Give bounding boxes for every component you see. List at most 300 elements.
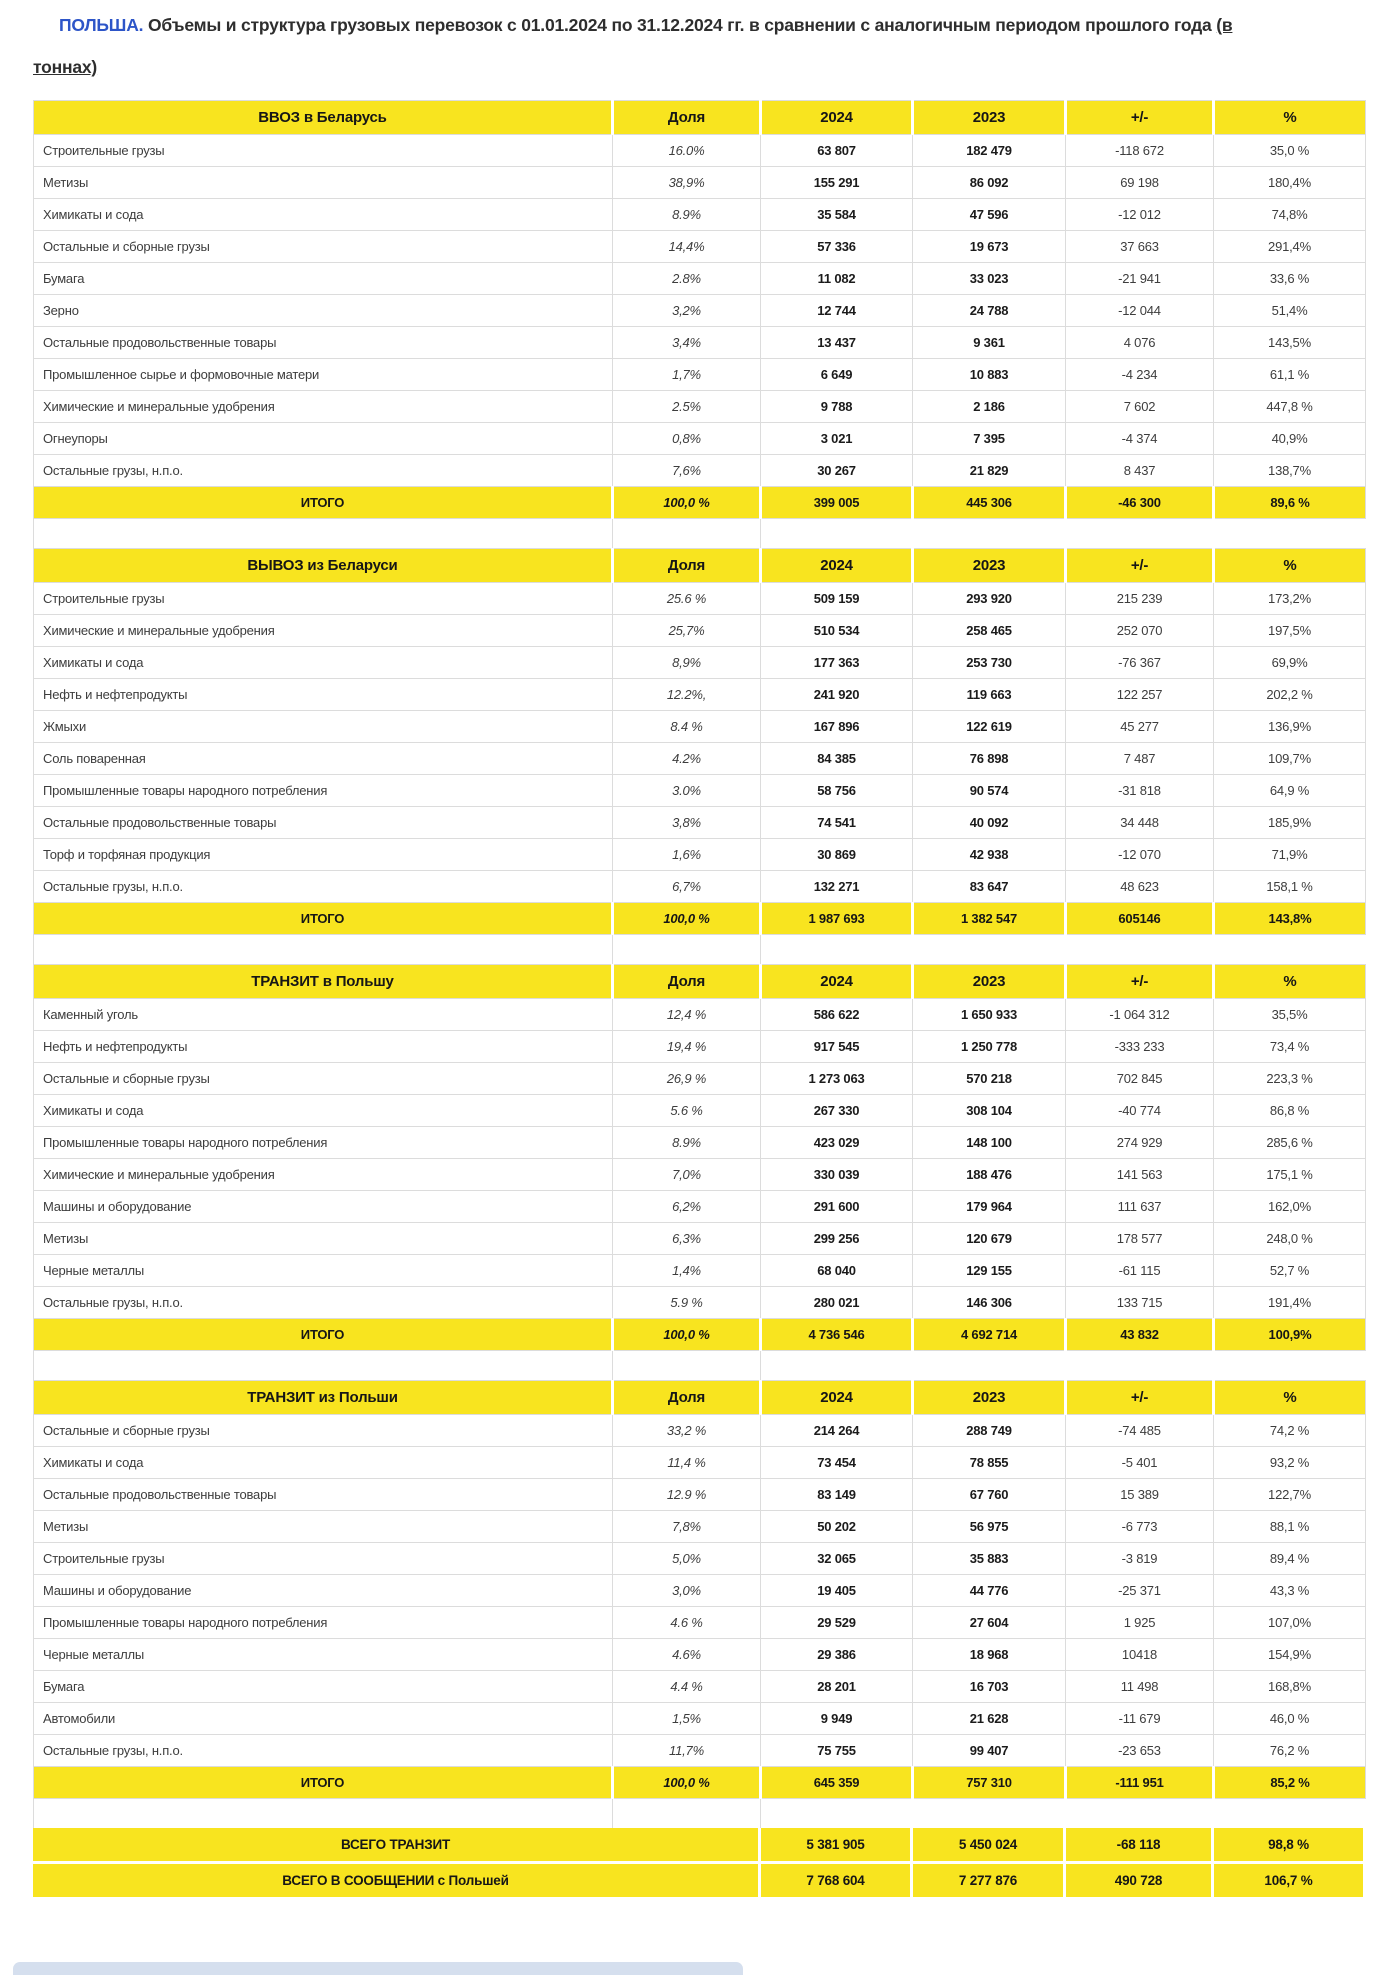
column-header-delta: +/- — [1066, 965, 1214, 999]
total-share: 100,0 % — [613, 903, 761, 935]
cell-2023: 120 679 — [913, 1223, 1066, 1255]
cell-cargo-name: Торф и торфяная продукция — [34, 839, 613, 871]
cell-2023: 179 964 — [913, 1191, 1066, 1223]
cell-cargo-name: Строительные грузы — [34, 583, 613, 615]
cell-2024: 30 267 — [761, 455, 913, 487]
cell-share: 4.6 % — [613, 1607, 761, 1639]
table-footer — [34, 1319, 1366, 1351]
column-header-2023: 2023 — [913, 549, 1066, 583]
cell-2023: 99 407 — [913, 1735, 1066, 1767]
cell-share: 1,6% — [613, 839, 761, 871]
column-header-2024: 2024 — [761, 965, 913, 999]
table-row — [34, 391, 1366, 423]
cell-delta: 69 198 — [1066, 167, 1214, 199]
cell-share: 8.9% — [613, 199, 761, 231]
cell-pct: 168,8% — [1214, 1671, 1366, 1703]
total-pct: 85,2 % — [1214, 1767, 1366, 1799]
cell-delta: 37 663 — [1066, 231, 1214, 263]
cell-delta: 15 389 — [1066, 1479, 1214, 1511]
cell-cargo-name: Автомобили — [34, 1703, 613, 1735]
cutoff-element-bar — [13, 1962, 743, 1975]
cell-delta: 252 070 — [1066, 615, 1214, 647]
total-2024: 399 005 — [761, 487, 913, 519]
summary-delta: -68 118 — [1066, 1828, 1211, 1861]
summary-2024: 7 768 604 — [761, 1864, 910, 1897]
cell-pct: 248,0 % — [1214, 1223, 1366, 1255]
cell-share: 33,2 % — [613, 1415, 761, 1447]
cell-cargo-name: Химические и минеральные удобрения — [34, 1159, 613, 1191]
total-share: 100,0 % — [613, 1767, 761, 1799]
summary-row-total — [33, 1864, 1365, 1897]
cell-2024: 3 021 — [761, 423, 913, 455]
cell-2023: 9 361 — [913, 327, 1066, 359]
cell-cargo-name: Остальные грузы, н.п.о. — [34, 871, 613, 903]
cell-2024: 30 869 — [761, 839, 913, 871]
cell-pct: 158,1 % — [1214, 871, 1366, 903]
cell-2023: 56 975 — [913, 1511, 1066, 1543]
table-gap — [33, 519, 1365, 548]
summary-2023: 7 277 876 — [913, 1864, 1063, 1897]
table-row — [34, 1543, 1366, 1575]
table-footer — [34, 1767, 1366, 1799]
cell-cargo-name: Промышленные товары народного потребления — [34, 1607, 613, 1639]
cell-pct: 35,5% — [1214, 999, 1366, 1031]
column-header-pct: % — [1214, 101, 1366, 135]
cell-share: 2.8% — [613, 263, 761, 295]
cell-cargo-name: Нефть и нефтепродукты — [34, 679, 613, 711]
cell-2023: 24 788 — [913, 295, 1066, 327]
table-row — [34, 199, 1366, 231]
table-row — [34, 775, 1366, 807]
cell-2023: 21 829 — [913, 455, 1066, 487]
table-row — [34, 359, 1366, 391]
cell-delta: 45 277 — [1066, 711, 1214, 743]
cell-pct: 64,9 % — [1214, 775, 1366, 807]
cell-2023: 293 920 — [913, 583, 1066, 615]
cell-cargo-name: Остальные продовольственные товары — [34, 327, 613, 359]
table-gap — [33, 1351, 1365, 1380]
table-row — [34, 1415, 1366, 1447]
table-row — [34, 455, 1366, 487]
gap-gridline — [612, 519, 613, 548]
cell-cargo-name: Промышленные товары народного потребления — [34, 775, 613, 807]
table-row — [34, 615, 1366, 647]
cell-share: 7,6% — [613, 455, 761, 487]
cell-2023: 44 776 — [913, 1575, 1066, 1607]
cell-2024: 1 273 063 — [761, 1063, 913, 1095]
cell-2023: 16 703 — [913, 1671, 1066, 1703]
cell-2023: 119 663 — [913, 679, 1066, 711]
header-row — [34, 965, 1366, 999]
cell-2024: 291 600 — [761, 1191, 913, 1223]
cell-cargo-name: Черные металлы — [34, 1639, 613, 1671]
cell-2024: 280 021 — [761, 1287, 913, 1319]
cell-2023: 122 619 — [913, 711, 1066, 743]
cell-cargo-name: Строительные грузы — [34, 1543, 613, 1575]
cell-share: 26,9 % — [613, 1063, 761, 1095]
cell-2023: 42 938 — [913, 839, 1066, 871]
cell-2023: 27 604 — [913, 1607, 1066, 1639]
cell-pct: 73,4 % — [1214, 1031, 1366, 1063]
cell-cargo-name: Зерно — [34, 295, 613, 327]
table-row — [34, 743, 1366, 775]
cell-delta: 274 929 — [1066, 1127, 1214, 1159]
cell-2024: 35 584 — [761, 199, 913, 231]
cargo-table — [33, 548, 1366, 935]
cell-pct: 197,5% — [1214, 615, 1366, 647]
summary-delta: 490 728 — [1066, 1864, 1211, 1897]
total-2023: 757 310 — [913, 1767, 1066, 1799]
cell-2023: 129 155 — [913, 1255, 1066, 1287]
cell-2024: 423 029 — [761, 1127, 913, 1159]
cell-2024: 155 291 — [761, 167, 913, 199]
table-row — [34, 1063, 1366, 1095]
cell-2023: 182 479 — [913, 135, 1066, 167]
total-2023: 4 692 714 — [913, 1319, 1066, 1351]
cell-2023: 2 186 — [913, 391, 1066, 423]
header-row — [34, 1381, 1366, 1415]
cell-2023: 10 883 — [913, 359, 1066, 391]
cell-delta: -61 115 — [1066, 1255, 1214, 1287]
cell-cargo-name: Бумага — [34, 1671, 613, 1703]
table-row — [34, 1255, 1366, 1287]
cell-2023: 1 650 933 — [913, 999, 1066, 1031]
cell-2024: 75 755 — [761, 1735, 913, 1767]
cell-delta: -12 044 — [1066, 295, 1214, 327]
cell-pct: 35,0 % — [1214, 135, 1366, 167]
cell-2024: 299 256 — [761, 1223, 913, 1255]
total-row — [34, 903, 1366, 935]
cell-pct: 191,4% — [1214, 1287, 1366, 1319]
cell-2024: 57 336 — [761, 231, 913, 263]
cell-2024: 29 386 — [761, 1639, 913, 1671]
cell-2023: 18 968 — [913, 1639, 1066, 1671]
column-header-2024: 2024 — [761, 1381, 913, 1415]
cell-share: 1,4% — [613, 1255, 761, 1287]
table-title: ВЫВОЗ из Беларуси — [34, 549, 613, 583]
table-row — [34, 807, 1366, 839]
cell-pct: 136,9% — [1214, 711, 1366, 743]
cell-delta: 133 715 — [1066, 1287, 1214, 1319]
cell-2024: 12 744 — [761, 295, 913, 327]
cell-pct: 138,7% — [1214, 455, 1366, 487]
cell-pct: 291,4% — [1214, 231, 1366, 263]
table-body — [34, 583, 1366, 903]
cell-cargo-name: Машины и оборудование — [34, 1191, 613, 1223]
summary-pct: 106,7 % — [1214, 1864, 1363, 1897]
table-row — [34, 295, 1366, 327]
cell-delta: -5 401 — [1066, 1447, 1214, 1479]
cell-2024: 73 454 — [761, 1447, 913, 1479]
report-page — [33, 0, 1365, 1900]
cell-pct: 86,8 % — [1214, 1095, 1366, 1127]
table-header — [34, 965, 1366, 999]
cell-pct: 61,1 % — [1214, 359, 1366, 391]
gap-gridline — [612, 935, 613, 964]
summary-pct: 98,8 % — [1214, 1828, 1363, 1861]
column-header-delta: +/- — [1066, 1381, 1214, 1415]
table-gap — [33, 935, 1365, 964]
cell-cargo-name: Остальные грузы, н.п.о. — [34, 1735, 613, 1767]
header-row — [34, 549, 1366, 583]
cell-2023: 7 395 — [913, 423, 1066, 455]
table-row — [34, 1447, 1366, 1479]
cell-2023: 1 250 778 — [913, 1031, 1066, 1063]
cell-cargo-name: Машины и оборудование — [34, 1575, 613, 1607]
cell-cargo-name: Остальные и сборные грузы — [34, 1415, 613, 1447]
total-2023: 1 382 547 — [913, 903, 1066, 935]
cell-share: 7,0% — [613, 1159, 761, 1191]
header-row — [34, 101, 1366, 135]
country-label: ПОЛЬША. — [59, 15, 144, 35]
cell-pct: 180,4% — [1214, 167, 1366, 199]
cell-share: 11,4 % — [613, 1447, 761, 1479]
table-row — [34, 1671, 1366, 1703]
cell-delta: 702 845 — [1066, 1063, 1214, 1095]
cell-pct: 69,9% — [1214, 647, 1366, 679]
cell-2023: 253 730 — [913, 647, 1066, 679]
title-units-part1: (в — [1216, 15, 1233, 35]
cell-share: 16.0% — [613, 135, 761, 167]
summary-label: ВСЕГО В СООБЩЕНИИ с Польшей — [33, 1864, 758, 1897]
table-row — [34, 1703, 1366, 1735]
total-delta: -46 300 — [1066, 487, 1214, 519]
table-row — [34, 1191, 1366, 1223]
cell-delta: 10418 — [1066, 1639, 1214, 1671]
table-title: ТРАНЗИТ из Польши — [34, 1381, 613, 1415]
total-delta: 43 832 — [1066, 1319, 1214, 1351]
cell-cargo-name: Промышленное сырье и формовочные матери — [34, 359, 613, 391]
cell-2024: 167 896 — [761, 711, 913, 743]
cell-delta: -3 819 — [1066, 1543, 1214, 1575]
cell-2024: 19 405 — [761, 1575, 913, 1607]
column-header-2023: 2023 — [913, 101, 1066, 135]
summary-2024: 5 381 905 — [761, 1828, 910, 1861]
cell-delta: -4 234 — [1066, 359, 1214, 391]
cell-share: 12.9 % — [613, 1479, 761, 1511]
gap-gridline — [612, 1351, 613, 1380]
table-header — [34, 1381, 1366, 1415]
gap-gridline — [760, 1351, 761, 1380]
total-delta: 605146 — [1066, 903, 1214, 935]
cell-pct: 223,3 % — [1214, 1063, 1366, 1095]
cell-2023: 188 476 — [913, 1159, 1066, 1191]
cell-cargo-name: Нефть и нефтепродукты — [34, 1031, 613, 1063]
cell-share: 4.4 % — [613, 1671, 761, 1703]
table-title: ВВОЗ в Беларусь — [34, 101, 613, 135]
cell-share: 3,8% — [613, 807, 761, 839]
cell-share: 7,8% — [613, 1511, 761, 1543]
cell-2024: 74 541 — [761, 807, 913, 839]
cell-pct: 447,8 % — [1214, 391, 1366, 423]
cell-delta: -40 774 — [1066, 1095, 1214, 1127]
total-pct: 143,8% — [1214, 903, 1366, 935]
title-units-part2: тоннах) — [33, 57, 98, 77]
table-row — [34, 1607, 1366, 1639]
cell-pct: 122,7% — [1214, 1479, 1366, 1511]
total-label: ИТОГО — [34, 1319, 613, 1351]
cell-2024: 58 756 — [761, 775, 913, 807]
cell-delta: -6 773 — [1066, 1511, 1214, 1543]
cell-cargo-name: Остальные и сборные грузы — [34, 231, 613, 263]
cell-pct: 33,6 % — [1214, 263, 1366, 295]
column-header-2024: 2024 — [761, 101, 913, 135]
total-2024: 1 987 693 — [761, 903, 913, 935]
cell-2024: 28 201 — [761, 1671, 913, 1703]
cell-2024: 509 159 — [761, 583, 913, 615]
cell-2024: 83 149 — [761, 1479, 913, 1511]
title-text: Объемы и структура грузовых перевозок с 01.01.2024 по 31.12.2024 гг. в сравнении с аналогичным периодом прошлого года — [143, 15, 1217, 35]
table-body — [34, 135, 1366, 487]
total-pct: 89,6 % — [1214, 487, 1366, 519]
gap-gridline — [33, 1799, 34, 1828]
cell-pct: 74,2 % — [1214, 1415, 1366, 1447]
table-header — [34, 549, 1366, 583]
cell-2024: 84 385 — [761, 743, 913, 775]
cell-pct: 52,7 % — [1214, 1255, 1366, 1287]
table-row — [34, 711, 1366, 743]
column-header-pct: % — [1214, 549, 1366, 583]
gap-gridline — [760, 1799, 761, 1828]
cell-2023: 288 749 — [913, 1415, 1066, 1447]
summary-row-transit — [33, 1828, 1365, 1861]
cell-2024: 510 534 — [761, 615, 913, 647]
cell-share: 8.9% — [613, 1127, 761, 1159]
total-2024: 645 359 — [761, 1767, 913, 1799]
cell-2023: 308 104 — [913, 1095, 1066, 1127]
cell-delta: -4 374 — [1066, 423, 1214, 455]
cell-pct: 51,4% — [1214, 295, 1366, 327]
cell-pct: 175,1 % — [1214, 1159, 1366, 1191]
table-row — [34, 1031, 1366, 1063]
cell-delta: 141 563 — [1066, 1159, 1214, 1191]
cell-delta: -74 485 — [1066, 1415, 1214, 1447]
table-row — [34, 1095, 1366, 1127]
cell-delta: 215 239 — [1066, 583, 1214, 615]
cell-cargo-name: Каменный уголь — [34, 999, 613, 1031]
cell-cargo-name: Химические и минеральные удобрения — [34, 615, 613, 647]
cell-share: 3.0% — [613, 775, 761, 807]
table-row — [34, 839, 1366, 871]
cell-2023: 47 596 — [913, 199, 1066, 231]
total-delta: -111 951 — [1066, 1767, 1214, 1799]
summary-2023: 5 450 024 — [913, 1828, 1063, 1861]
cell-delta: -12 012 — [1066, 199, 1214, 231]
column-header-delta: +/- — [1066, 101, 1214, 135]
summary-label: ВСЕГО ТРАНЗИТ — [33, 1828, 758, 1861]
cell-2024: 330 039 — [761, 1159, 913, 1191]
cell-2024: 214 264 — [761, 1415, 913, 1447]
cell-share: 1,5% — [613, 1703, 761, 1735]
table-row — [34, 1511, 1366, 1543]
cell-share: 12,4 % — [613, 999, 761, 1031]
cell-2024: 177 363 — [761, 647, 913, 679]
cell-2024: 13 437 — [761, 327, 913, 359]
column-header-share: Доля — [613, 549, 761, 583]
cell-cargo-name: Остальные грузы, н.п.о. — [34, 1287, 613, 1319]
cell-delta: -333 233 — [1066, 1031, 1214, 1063]
total-label: ИТОГО — [34, 487, 613, 519]
cell-pct: 202,2 % — [1214, 679, 1366, 711]
cargo-table — [33, 964, 1366, 1351]
cell-2023: 146 306 — [913, 1287, 1066, 1319]
table-row — [34, 135, 1366, 167]
cell-pct: 40,9% — [1214, 423, 1366, 455]
table-row — [34, 679, 1366, 711]
total-2023: 445 306 — [913, 487, 1066, 519]
cell-2024: 50 202 — [761, 1511, 913, 1543]
cell-2023: 78 855 — [913, 1447, 1066, 1479]
cell-delta: 8 437 — [1066, 455, 1214, 487]
cell-2023: 258 465 — [913, 615, 1066, 647]
table-row — [34, 1479, 1366, 1511]
cell-2023: 35 883 — [913, 1543, 1066, 1575]
table-title: ТРАНЗИТ в Польшу — [34, 965, 613, 999]
cell-cargo-name: Промышленные товары народного потребления — [34, 1127, 613, 1159]
cell-share: 6,3% — [613, 1223, 761, 1255]
table-row — [34, 647, 1366, 679]
total-label: ИТОГО — [34, 903, 613, 935]
cell-cargo-name: Химикаты и сода — [34, 199, 613, 231]
cell-2024: 267 330 — [761, 1095, 913, 1127]
cell-share: 6,2% — [613, 1191, 761, 1223]
cell-share: 25,7% — [613, 615, 761, 647]
gap-gridline — [612, 1799, 613, 1828]
cell-share: 11,7% — [613, 1735, 761, 1767]
cell-2024: 6 649 — [761, 359, 913, 391]
cell-cargo-name: Метизы — [34, 1511, 613, 1543]
cell-pct: 43,3 % — [1214, 1575, 1366, 1607]
cell-delta: -23 653 — [1066, 1735, 1214, 1767]
cell-share: 3,2% — [613, 295, 761, 327]
cell-share: 38,9% — [613, 167, 761, 199]
table-header — [34, 101, 1366, 135]
cell-2023: 19 673 — [913, 231, 1066, 263]
cell-pct: 154,9% — [1214, 1639, 1366, 1671]
cell-2023: 33 023 — [913, 263, 1066, 295]
cell-cargo-name: Черные металлы — [34, 1255, 613, 1287]
cell-cargo-name: Жмыхи — [34, 711, 613, 743]
cell-share: 4.6% — [613, 1639, 761, 1671]
table-footer — [34, 487, 1366, 519]
summary-section — [33, 1828, 1365, 1897]
cell-pct: 93,2 % — [1214, 1447, 1366, 1479]
cell-pct: 74,8% — [1214, 199, 1366, 231]
cell-pct: 76,2 % — [1214, 1735, 1366, 1767]
column-header-2023: 2023 — [913, 965, 1066, 999]
cell-pct: 71,9% — [1214, 839, 1366, 871]
cell-share: 5.6 % — [613, 1095, 761, 1127]
cell-cargo-name: Бумага — [34, 263, 613, 295]
cell-share: 0,8% — [613, 423, 761, 455]
cell-2024: 11 082 — [761, 263, 913, 295]
cell-cargo-name: Остальные грузы, н.п.о. — [34, 455, 613, 487]
cell-delta: -31 818 — [1066, 775, 1214, 807]
cell-delta: 1 925 — [1066, 1607, 1214, 1639]
cell-pct: 143,5% — [1214, 327, 1366, 359]
table-row — [34, 231, 1366, 263]
column-header-share: Доля — [613, 101, 761, 135]
total-share: 100,0 % — [613, 487, 761, 519]
cell-delta: 111 637 — [1066, 1191, 1214, 1223]
table-row — [34, 1575, 1366, 1607]
table-row — [34, 1127, 1366, 1159]
cell-cargo-name: Строительные грузы — [34, 135, 613, 167]
column-header-share: Доля — [613, 965, 761, 999]
cell-share: 25.6 % — [613, 583, 761, 615]
column-header-pct: % — [1214, 965, 1366, 999]
cell-share: 12.2%, — [613, 679, 761, 711]
